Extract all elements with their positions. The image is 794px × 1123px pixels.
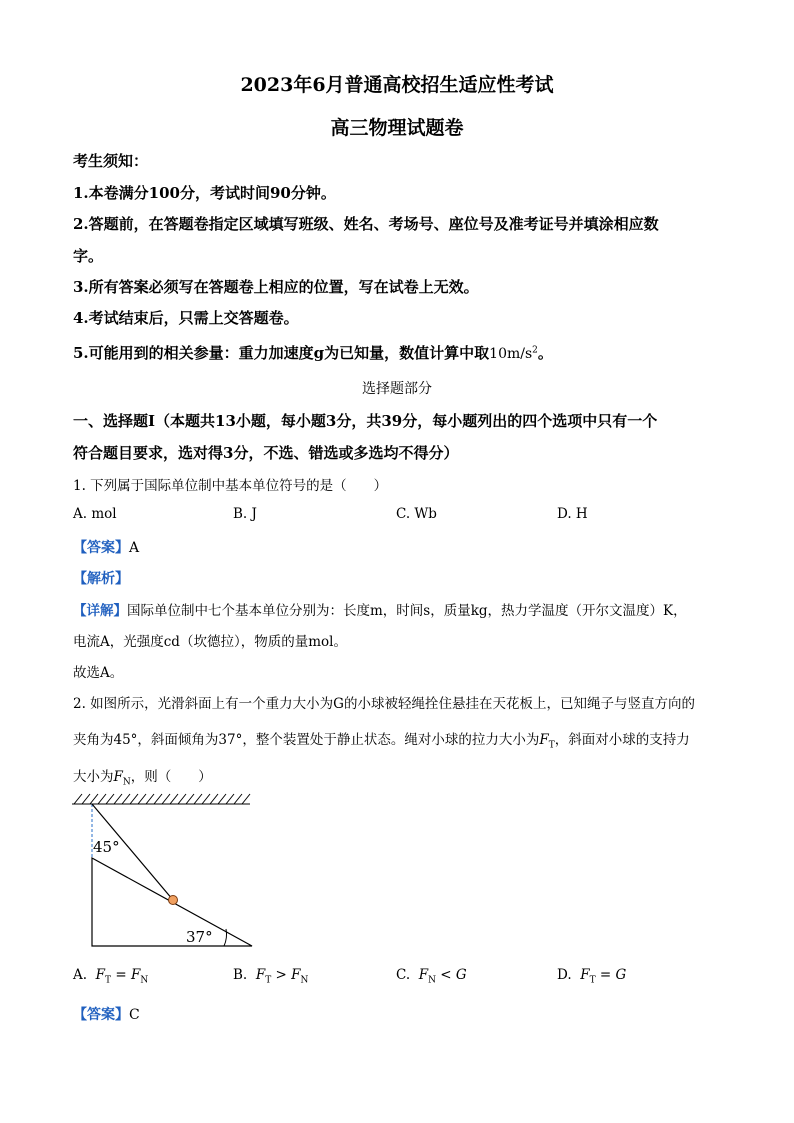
q2-stem-line-2b: ，斜面对小球的支持力 [554,732,690,748]
symbol-FT-main: F [539,732,549,748]
incline-figure [60,790,260,955]
part1-instructions: 一、选择题Ⅰ（本题共13小题，每小题3分，共39分，每小题列出的四个选项中只有一个 [73,412,658,430]
q1-option-c: C. Wb [396,506,437,522]
answer-label: 【答案】 [73,1007,129,1023]
ball [169,896,178,905]
gravity-value-number: 10m/s [489,346,533,362]
q2-option-b: B. $F_T > F_N$ [233,967,309,986]
paper-title: 高三物理试题卷 [330,117,464,139]
q1-option-b: B. J [233,506,257,522]
section-title: 选择题部分 [362,381,432,397]
q1-answer [73,537,139,557]
q1-stem: 1. 下列属于国际单位制中基本单位符号的是（ ） [73,478,388,494]
notice-item-2-cont: 字。 [73,247,104,265]
notice-item-5 [73,342,553,363]
q2-option-a-label: A. [73,967,88,983]
q2-option-d: D. $F_T = G$ [557,967,627,986]
gravity-value [489,346,538,362]
q2-option-c: C. $F_N < G$ [396,967,467,986]
q2-stem-line-1: 2. 如图所示，光滑斜面上有一个重力大小为G的小球被轻绳拴住悬挂在天花板上，已知绳子与竖直方向的 [73,696,695,712]
q1-detail-line-1: 国际单位制中七个基本单位分别为：长度m，时间s，质量kg，热力学温度（开尔文温度）K， [127,603,687,619]
symbol-FN-main: F [113,769,123,785]
q1-option-d: D. H [557,506,588,522]
part1-instructions-cont: 符合题目要求，选对得3分，不选、错选或多选均不得分） [73,444,459,462]
q1-analysis [73,568,129,588]
notice-heading: 考生须知： [73,152,149,170]
notice-item-4: 4.考试结束后，只需上交答题卷。 [73,309,299,327]
angle-label-45: 45° [93,838,120,856]
notice-item-3: 3.所有答案必须写在答题卷上相应的位置，写在试卷上无效。 [73,278,479,296]
q2-stem-line-3b: ，则（ ） [130,769,212,785]
q1-detail-line-2: 电流A，光强度cd（坎德拉），物质的量mol。 [73,634,347,650]
answer-label: 【答案】 [73,540,129,556]
ceiling-hatch [72,794,250,804]
exam-title: 2023年6月普通高校招生适应性考试 [240,74,554,96]
q2-answer-value: C [129,1007,140,1023]
symbol-FN [113,769,131,788]
q2-stem-line-3a: 大小为 [73,769,114,785]
q2-option-c-label: C. [396,967,411,983]
angle-label-37: 37° [186,928,213,946]
symbol-FT [539,732,555,751]
detail-label: 【详解】 [73,603,127,619]
q2-answer [73,1004,140,1024]
notice-item-5-end: 。 [537,344,553,362]
notice-item-2: 2.答题前，在答题卷指定区域填写班级、姓名、考场号、座位号及准考证号并填涂相应数 [73,215,659,233]
q2-option-b-label: B. [233,967,248,983]
q1-detail [73,599,687,619]
gravity-value-exp: 2 [532,345,538,356]
q2-option-a: A. $F_T = F_N$ [73,967,149,986]
q1-answer-value: A [129,540,140,556]
symbol-FN-sub: N [122,777,131,788]
notice-item-1: 1.本卷满分100分，考试时间90分钟。 [73,184,336,202]
q1-option-a: A. mol [73,506,117,522]
q2-option-d-label: D. [557,967,572,983]
q2-stem-line-2a: 夹角为45°，斜面倾角为37°，整个装置处于静止状态。绳对小球的拉力大小为 [73,732,540,748]
q2-stem-line-3 [73,765,212,788]
q2-stem-line-2 [73,728,690,751]
notice-item-5-text: 5.可能用到的相关参量：重力加速度g为已知量，数值计算中取 [73,344,490,362]
analysis-label: 【解析】 [73,571,129,587]
q1-conclusion: 故选A。 [73,665,124,681]
symbol-FT-sub: T [548,740,555,751]
